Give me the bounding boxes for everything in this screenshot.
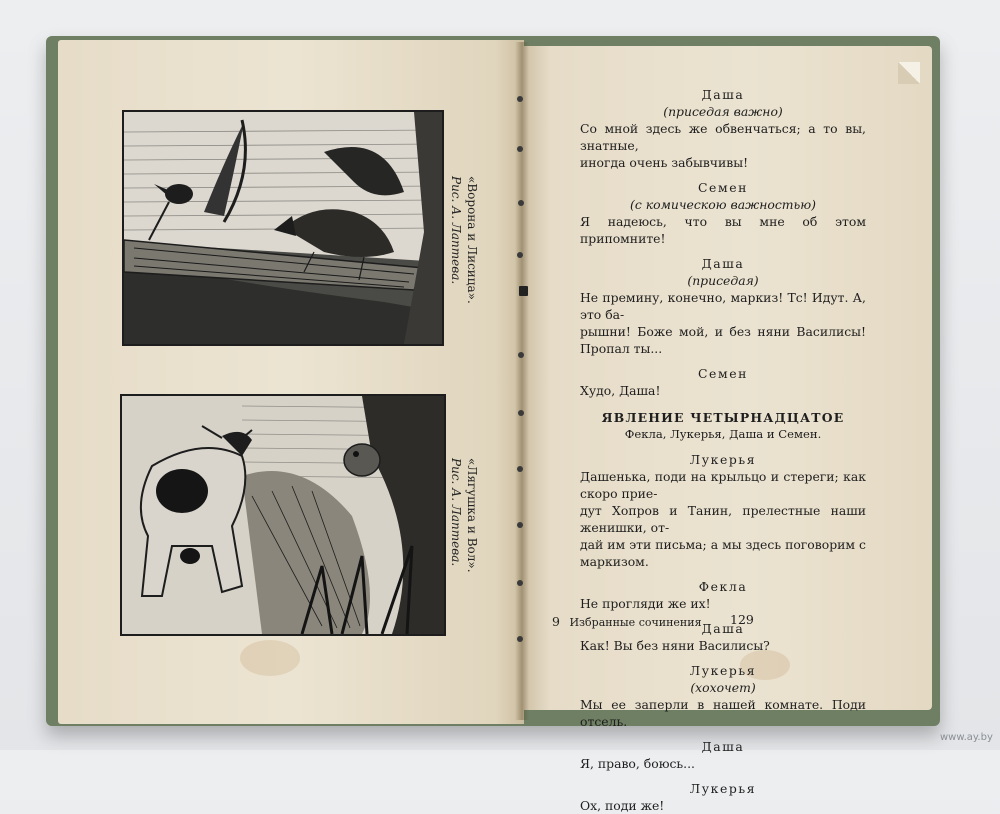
dialogue-line: Я надеюсь, что вы мне об этом припомните! <box>580 214 866 246</box>
binding-stitch <box>517 146 523 152</box>
dialogue-line: Как! Вы без няни Василисы? <box>580 638 770 653</box>
speaker-name: Фекла <box>698 579 748 594</box>
binding-stitch <box>517 466 523 472</box>
watermark: www.ay.by <box>940 732 993 743</box>
binding-stitch <box>517 252 523 258</box>
speaker-name: Даша <box>701 621 745 636</box>
dialogue-line: Со мной здесь же обвенчаться; а то вы, знатные, <box>580 121 866 153</box>
dialogue-line: Мы ее заперли в нашей комнате. Поди отсель. <box>580 697 866 729</box>
stage-direction: (с комическою важностью) <box>630 197 816 212</box>
spacer <box>580 730 866 738</box>
illustration-caption <box>448 458 480 573</box>
binding-stitch <box>518 410 524 416</box>
dialogue-line: рышни! Боже мой, и без няни Василисы! Пропал ты... <box>580 324 866 356</box>
speaker-name: Даша <box>701 256 745 271</box>
speaker-name: Семен <box>697 366 749 381</box>
dialogue-line: Ох, поди же! <box>580 798 665 813</box>
binding-tape <box>519 286 528 296</box>
signature-number: 9 <box>552 614 560 629</box>
speaker-name: Лукерья <box>689 781 757 796</box>
dialogue-line: дут Хопров и Танин, прелестные наши женишки, от- <box>580 503 866 535</box>
dialogue-line: Я, право, боюсь... <box>580 756 695 771</box>
spacer <box>580 171 866 179</box>
binding-stitch <box>517 522 523 528</box>
paper-stain <box>240 640 300 676</box>
spacer <box>580 443 866 451</box>
dialogue-line: Дашенька, поди на крыльцо и стереги; как скоро прие- <box>580 469 866 501</box>
speaker-name: Даша <box>701 739 745 754</box>
dialogue-line: Худо, Даша! <box>580 383 661 398</box>
dialogue-line: дай им эти письма; а мы здесь поговорим с маркизом. <box>580 537 866 569</box>
spacer <box>580 772 866 780</box>
frog-and-ox-drawing <box>122 396 444 634</box>
scene-heading: ЯВЛЕНИЕ ЧЕТЫРНАДЦАТОЕ <box>601 410 845 425</box>
speaker-name: Даша <box>701 87 745 102</box>
speaker-name: Лукерья <box>689 663 757 678</box>
caption-credit: Рис. А. Лаптева. <box>449 458 463 567</box>
illustration-caption <box>448 176 480 304</box>
printer-signature <box>552 614 702 629</box>
spacer <box>580 247 866 255</box>
spacer <box>580 357 866 365</box>
binding-stitch <box>517 96 523 102</box>
spacer <box>580 570 866 578</box>
caption-credit: Рис. А. Лаптева. <box>449 176 463 285</box>
caption-title: «Ворона и Лисица». <box>465 176 479 304</box>
stage-direction: (хохочет) <box>690 680 756 695</box>
illustration-frog-and-ox <box>120 394 446 636</box>
stage-direction: (приседая важно) <box>663 104 783 119</box>
page-corner-fold <box>898 62 920 84</box>
scene-cast: Фекла, Лукерья, Даша и Семен. <box>624 427 822 441</box>
speaker-name: Лукерья <box>689 452 757 467</box>
stage-direction: (приседая) <box>687 273 759 288</box>
dialogue-line: Не премину, конечно, маркиз! Тс! Идут. А, это ба- <box>580 290 866 322</box>
signature-text: Избранные сочинения <box>569 616 702 629</box>
speaker-name: Семен <box>697 180 749 195</box>
binding-stitch <box>517 580 523 586</box>
binding-stitch <box>518 200 524 206</box>
spacer <box>580 654 866 662</box>
binding-stitch <box>518 352 524 358</box>
crow-and-fox-drawing <box>124 112 442 344</box>
caption-title: «Лягушка и Вол». <box>465 458 479 573</box>
play-text <box>580 86 866 814</box>
dialogue-line: Не прогляди же их! <box>580 596 711 611</box>
illustration-crow-and-fox <box>122 110 444 346</box>
binding-stitch <box>517 636 523 642</box>
book-gutter <box>515 42 529 720</box>
page-number: 129 <box>730 612 754 627</box>
dialogue-line: иногда очень забывчивы! <box>580 155 749 170</box>
